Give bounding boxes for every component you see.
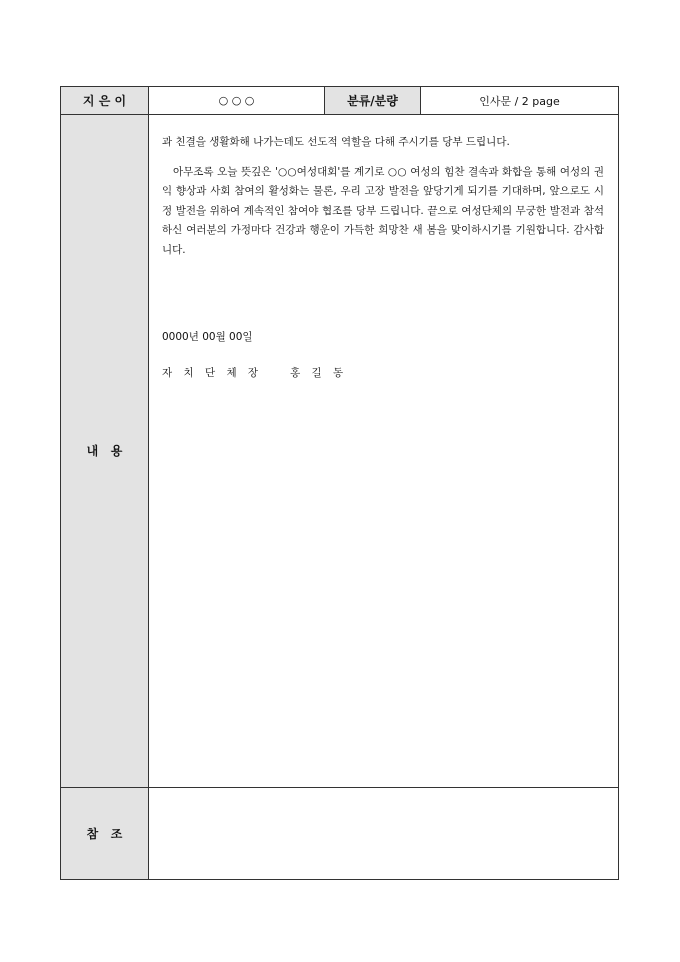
date-line: 0000년 00월 00일 [162,331,253,344]
content-cell [149,115,619,788]
content-label-cell [61,115,149,788]
reference-label: 참 조 [86,826,123,841]
reference-row [61,787,619,879]
content-label: 내 용 [86,444,123,459]
paragraph-2: 아무조록 오늘 뜻깊은 '○○여성대회'를 계기로 ○○ 여성의 힘찬 결속과 화합을 통해 여성의 권익 향상과 사회 참여의 활성화는 물론, 우리 고장 발전을 앞당기게 되기를 기대하며, 앞으로도 시정 발전을 위하여 계속적인 참여야 협조를 당부 드립니다. 끝으로 여성단체의 무궁한 발전과 참석하신 여러분의 가정마다 건강과 행운이 가득한 희망찬 새 봄을 맞이하시기를 기원합니다. 감사합니다. [162,165,604,256]
signature-line: 자 치 단 체 장 홍 길 동 [162,366,345,379]
author-label: 지 은 이 [61,87,149,115]
content-body [149,115,618,383]
reference-label-cell [61,787,149,879]
document-form [60,86,619,880]
paragraph-1: 과 친결을 생활화해 나가는데도 선도적 역할을 다해 주시기를 당부 드립니다. [162,136,510,149]
author-value: ○ ○ ○ [149,87,325,115]
reference-value [149,787,619,879]
category-label: 분류/분량 [325,87,421,115]
content-row [61,115,619,788]
category-value: 인사문 / 2 page [421,87,619,115]
header-row [61,87,619,115]
